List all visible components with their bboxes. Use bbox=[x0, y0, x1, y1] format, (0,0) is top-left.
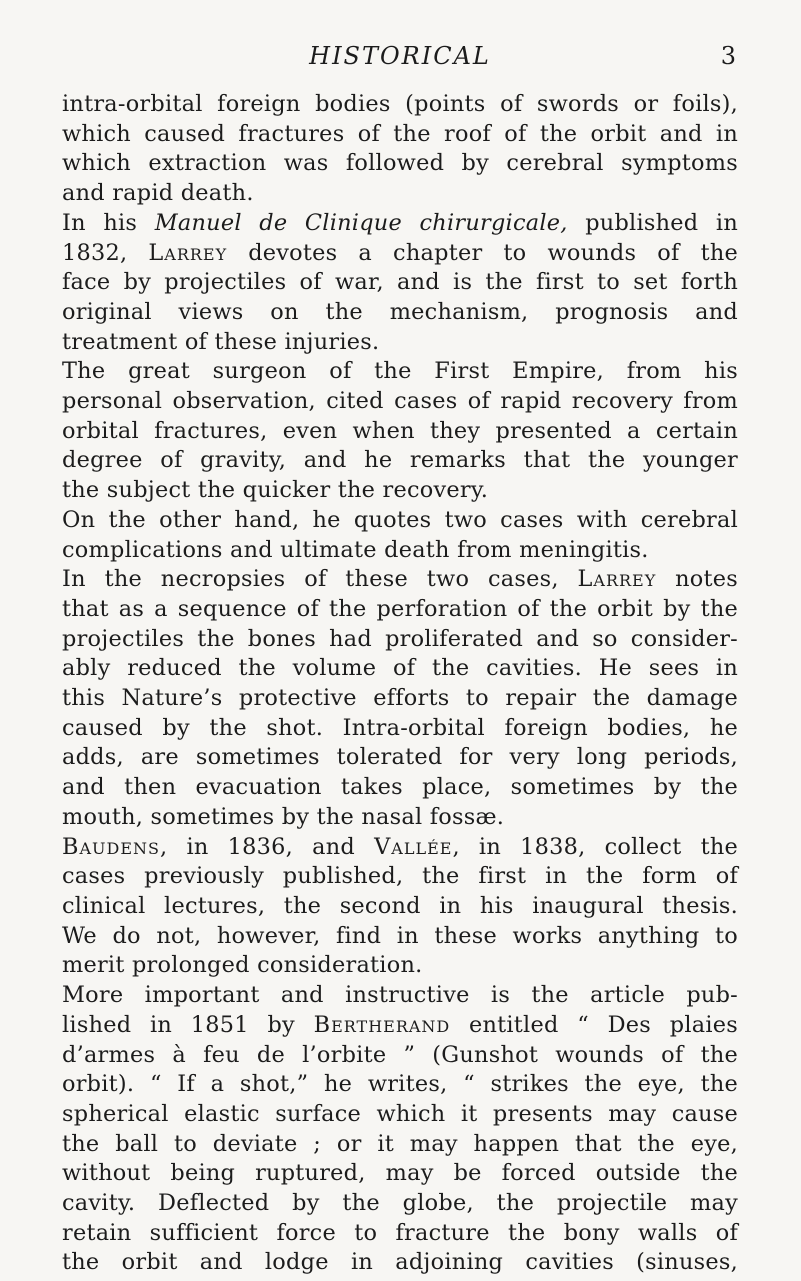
text-line bbox=[62, 1041, 738, 1071]
book-title: Manuel de Clinique chirurgicale, bbox=[154, 209, 568, 236]
running-head bbox=[62, 42, 738, 76]
text-line bbox=[62, 714, 738, 744]
text-line bbox=[62, 298, 738, 328]
text-line bbox=[62, 803, 738, 833]
text-run: that as a sequence of the perforation of the orbit by the bbox=[62, 595, 738, 622]
text-line bbox=[62, 328, 738, 358]
text-run: d’armes à feu de l’orbite ” (Gunshot wounds of the bbox=[62, 1041, 738, 1068]
text-line bbox=[62, 446, 738, 476]
text-line bbox=[62, 239, 738, 269]
text-line bbox=[62, 476, 738, 506]
text-run: without being ruptured, may be forced outside the bbox=[62, 1160, 738, 1187]
text-run: , in 1838, collect the bbox=[452, 833, 738, 860]
text-line bbox=[62, 90, 738, 120]
text-line bbox=[62, 862, 738, 892]
text-run: the subject the quicker the recovery. bbox=[62, 477, 489, 504]
text-line bbox=[62, 833, 738, 863]
text-run: intra-orbital foreign bodies (points of swords or foils), bbox=[62, 91, 738, 117]
body-text bbox=[62, 90, 738, 1278]
text-run: ably reduced the volume of the cavities. He sees in bbox=[62, 655, 738, 682]
text-run: cavity. Deflected by the globe, the projectile may bbox=[62, 1190, 738, 1217]
text-run: The great surgeon of the First Empire, from his bbox=[62, 358, 738, 385]
text-line bbox=[62, 951, 738, 981]
text-run: which extraction was followed by cerebral symptoms bbox=[62, 150, 738, 177]
text-run: spherical elastic surface which it presents may cause bbox=[62, 1100, 738, 1127]
text-run: More important and instructive is the article pub- bbox=[62, 982, 738, 1009]
text-run: and then evacuation takes place, sometimes by the bbox=[62, 774, 738, 801]
text-run: entitled “ Des plaies bbox=[450, 1011, 738, 1038]
text-run: published in bbox=[567, 209, 738, 236]
text-run: personal observation, cited cases of rapid recovery from bbox=[62, 388, 738, 415]
text-line bbox=[62, 149, 738, 179]
text-run: projectiles the bones had proliferated and so consider- bbox=[62, 625, 738, 652]
text-run: this Nature’s protective efforts to repair the damage bbox=[62, 685, 738, 712]
text-run: lished in 1851 by bbox=[62, 1011, 314, 1038]
text-line bbox=[62, 1011, 738, 1041]
text-line bbox=[62, 357, 738, 387]
text-line bbox=[62, 506, 738, 536]
text-run: degree of gravity, and he remarks that the younger bbox=[62, 447, 738, 474]
text-line bbox=[62, 1248, 738, 1278]
text-line bbox=[62, 1100, 738, 1130]
text-run: orbit). “ If a shot,” he writes, “ strikes the eye, the bbox=[62, 1071, 738, 1098]
text-run: mouth, sometimes by the nasal fossæ. bbox=[62, 803, 505, 830]
text-line bbox=[62, 1219, 738, 1249]
text-line bbox=[62, 536, 738, 566]
text-run: We do not, however, find in these works anything to bbox=[62, 922, 738, 949]
text-line bbox=[62, 1159, 738, 1189]
text-run: face by projectiles of war, and is the first to set forth bbox=[62, 269, 738, 296]
author-name: Bertherand bbox=[313, 1011, 451, 1038]
text-line bbox=[62, 387, 738, 417]
text-line bbox=[62, 1189, 738, 1219]
text-line bbox=[62, 981, 738, 1011]
text-line bbox=[62, 1130, 738, 1160]
text-run: treatment of these injuries. bbox=[62, 328, 380, 355]
author-name: Larrey bbox=[577, 566, 657, 593]
text-line bbox=[62, 743, 738, 773]
text-line bbox=[62, 892, 738, 922]
text-line bbox=[62, 120, 738, 150]
text-line bbox=[62, 922, 738, 952]
text-line bbox=[62, 565, 738, 595]
text-run: the orbit and lodge in adjoining cavities (sinuses, bbox=[62, 1249, 738, 1276]
text-line bbox=[62, 595, 738, 625]
book-page bbox=[62, 42, 738, 1278]
text-run: adds, are sometimes tolerated for very long periods, bbox=[62, 744, 738, 771]
running-title: HISTORICAL bbox=[309, 42, 491, 70]
text-run: and rapid death. bbox=[62, 180, 254, 207]
text-run: the ball to deviate ; or it may happen that the eye, bbox=[62, 1130, 738, 1157]
text-run: orbital fractures, even when they presented a certain bbox=[62, 417, 738, 444]
text-line bbox=[62, 417, 738, 447]
text-run: caused by the shot. Intra-orbital foreign bodies, he bbox=[62, 714, 738, 741]
text-run: merit prolonged consideration. bbox=[62, 952, 423, 979]
author-name: Baudens bbox=[62, 833, 160, 860]
text-line bbox=[62, 654, 738, 684]
text-line bbox=[62, 268, 738, 298]
text-run: complications and ultimate death from meningitis. bbox=[62, 536, 649, 563]
text-run: On the other hand, he quotes two cases with cerebral bbox=[62, 506, 738, 533]
text-line bbox=[62, 684, 738, 714]
author-name: Larrey bbox=[148, 239, 228, 266]
text-run: 1832, bbox=[62, 239, 149, 266]
text-run: retain sufficient force to fracture the bony walls of bbox=[62, 1219, 738, 1246]
text-run: notes bbox=[656, 566, 738, 593]
author-name: Vallée bbox=[374, 833, 453, 860]
text-line bbox=[62, 1070, 738, 1100]
text-run: In his bbox=[62, 209, 155, 236]
text-run: cases previously published, the first in the form of bbox=[62, 863, 738, 890]
text-line bbox=[62, 209, 738, 239]
text-run: , in 1836, and bbox=[159, 833, 375, 860]
page-number: 3 bbox=[720, 42, 736, 70]
text-run: In the necropsies of these two cases, bbox=[62, 566, 578, 593]
text-run: which caused fractures of the roof of the orbit and in bbox=[62, 120, 738, 147]
text-run: original views on the mechanism, prognosis and bbox=[62, 298, 738, 325]
text-line bbox=[62, 773, 738, 803]
text-run: devotes a chapter to wounds of the bbox=[227, 239, 738, 266]
text-line bbox=[62, 625, 738, 655]
text-run: clinical lectures, the second in his inaugural thesis. bbox=[62, 892, 738, 919]
text-line bbox=[62, 179, 738, 209]
